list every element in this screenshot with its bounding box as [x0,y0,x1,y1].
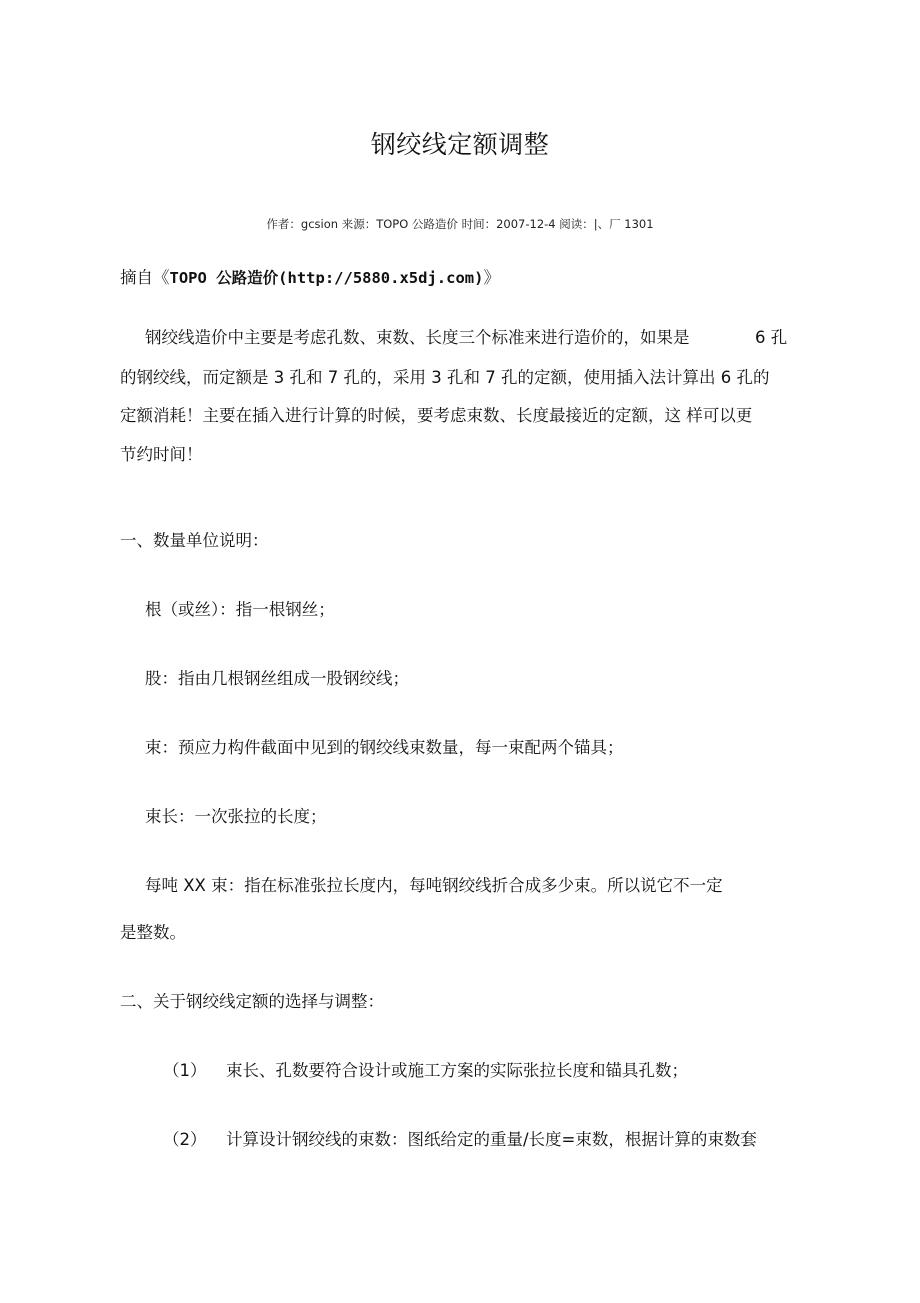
intro-line-3: 定额消耗！主要在插入进行计算的时候，要考虑束数、长度最接近的定额，这 样可以更 [120,406,753,425]
intro-line-2: 的钢绞线，而定额是 3 孔和 7 孔的，采用 3 孔和 7 孔的定额，使用插入法计算出 6 孔的 [120,368,770,387]
definition-item: 束：预应力构件截面中见到的钢绞线束数量，每一束配两个锚具； [145,738,624,757]
definition-continuation: 是整数。 [120,923,186,942]
definition-item: 股：指由几根钢丝组成一股钢绞线； [145,669,409,688]
list-item-text: 计算设计钢绞线的束数：图纸给定的重量/长度=束数，根据计算的束数套 [226,1130,757,1149]
definition-item: 每吨 XX 束：指在标准张拉长度内，每吨钢绞线折合成多少束。所以说它不一定 [145,876,723,895]
source-suffix: 》 [483,268,500,287]
source-link[interactable]: TOPO 公路造价(http://5880.x5dj.com) [169,269,484,287]
intro-line-4: 节约时间！ [120,445,203,464]
list-number: （2） [163,1130,207,1149]
article-meta: 作者：gcsion 来源：TOPO 公路造价 时间：2007-12-4 阅读：|、厂 1301 [266,217,654,231]
source-prefix: 摘自《 [120,268,170,287]
definition-item: 束长：一次张拉的长度； [145,807,327,826]
section-2-heading: 二、关于钢绞线定额的选择与调整： [120,992,384,1011]
intro-line-1-tail: 6 孔 [755,328,788,347]
source-line [120,266,500,290]
section-1-heading: 一、数量单位说明： [120,531,269,550]
list-number: （1） [163,1061,207,1080]
intro-line-1: 钢绞线造价中主要是考虑孔数、束数、长度三个标准来进行造价的，如果是 [145,328,690,347]
list-item-text: 束长、孔数要符合设计或施工方案的实际张拉长度和锚具孔数； [226,1061,688,1080]
definition-item: 根（或丝）：指一根钢丝； [145,600,335,619]
page-title: 钢绞线定额调整 [370,130,550,159]
